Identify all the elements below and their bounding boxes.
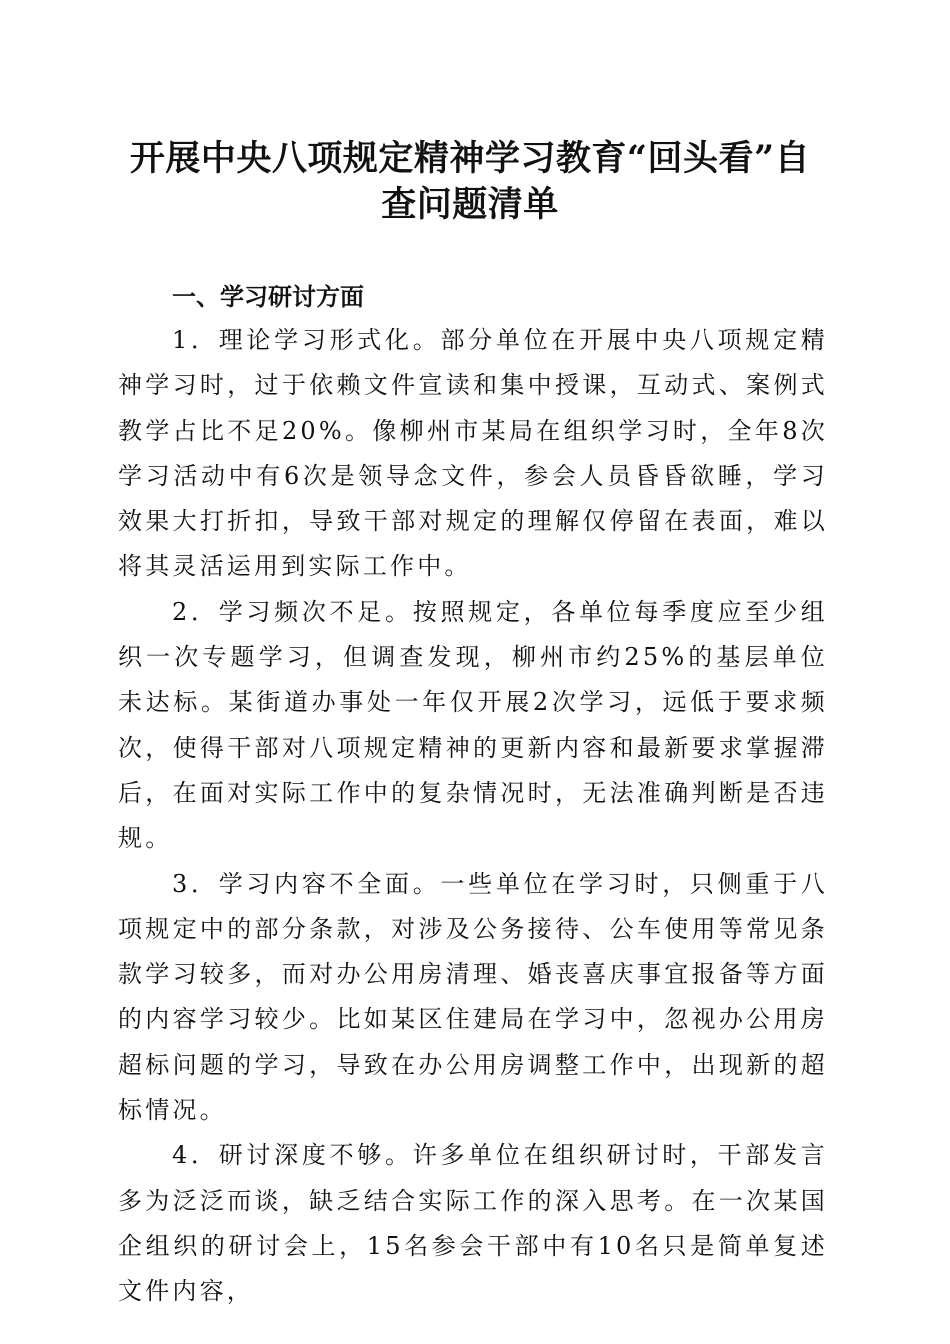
document-body — [118, 318, 828, 1315]
document-title-line-2: 查问题清单 — [381, 184, 559, 225]
section-heading: 一、学习研讨方面 — [172, 283, 364, 311]
paragraph-2: 2．学习频次不足。按照规定，各单位每季度应至少组织一次专题学习，但调查发现，柳州市约25%的基层单位未达标。某街道办事处一年仅开展2次学习，远低于要求频次，使得干部对八项规定精神的更新内容和最新要求掌握滞后，在面对实际工作中的复杂情况时，无法准确判断是否违规。 — [118, 597, 828, 853]
document-title-line-1: 开展中央八项规定精神学习教育“回头看”自 — [129, 138, 811, 179]
paragraph-4: 4．研讨深度不够。许多单位在组织研讨时，干部发言多为泛泛而谈，缺乏结合实际工作的深入思考。在一次某国企组织的研讨会上，15名参会干部中有10名只是简单复述文件内容， — [118, 1141, 828, 1306]
paragraph-1: 1．理论学习形式化。部分单位在开展中央八项规定精神学习时，过于依赖文件宣读和集中授课，互动式、案例式教学占比不足20%。像柳州市某局在组织学习时，全年8次学习活动中有6次是领导念文件，参会人员昏昏欲睡，学习效果大打折扣，导致干部对规定的理解仅停留在表面，难以将其灵活运用到实际工作中。 — [118, 326, 828, 581]
document-title — [110, 136, 830, 228]
paragraph-3: 3．学习内容不全面。一些单位在学习时，只侧重于八项规定中的部分条款，对涉及公务接待、公车使用等常见条款学习较多，而对办公用房清理、婚丧喜庆事宜报备等方面的内容学习较少。比如某区住建局在学习中，忽视办公用房超标问题的学习，导致在办公用房调整工作中，出现新的超标情况。 — [118, 869, 828, 1125]
